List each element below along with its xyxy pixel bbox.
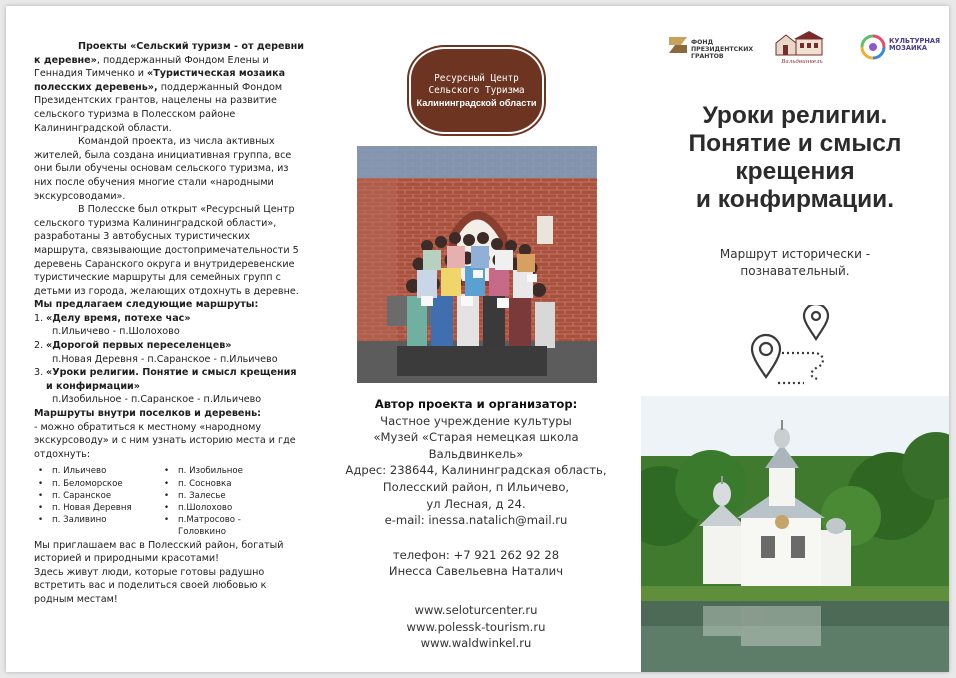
village-item: • п. Залесье — [164, 490, 284, 502]
village-item: • п. Беломорское — [38, 478, 164, 490]
spacer — [326, 529, 626, 547]
logo-text: МОЗАИКА — [889, 44, 927, 53]
church-photo — [641, 396, 949, 672]
left-panel — [34, 40, 306, 607]
route-name: «Дорогой первых переселенцев» — [46, 340, 232, 352]
logo-text: ФОНД — [691, 39, 714, 46]
logo-text: ПРЕЗИДЕНТСКИХ — [691, 46, 754, 54]
logo-text: Вальдвинкель — [781, 59, 823, 65]
title-line: и конфирмации. — [695, 186, 895, 213]
website-link[interactable]: www.seloturcenter.ru — [414, 602, 538, 617]
routes-title: Мы предлагаем следующие маршруты: — [34, 299, 259, 311]
waldwinkel-museum-logo — [772, 29, 832, 71]
address-line: ул Лесная, д 24. — [426, 496, 526, 511]
title-line: Понятие и смысл — [688, 130, 902, 157]
presidential-grants-logo — [667, 33, 759, 65]
route-map-pins-icon — [748, 305, 838, 387]
intro-text-2: поддержанный Фондом Президентских грантов, нацелены на развитие сельского туризма в Полесском районе Калининградской области. — [34, 81, 283, 134]
logo-line: Ресурсный Центр — [434, 72, 519, 84]
intro-text-1: , поддержанный Фондом Елены и Геннадия Тимченко и — [34, 54, 269, 80]
contact-person: Инесса Савельевна Наталич — [388, 564, 564, 579]
address-line: Полесский район, п Ильичево, — [382, 479, 570, 494]
center-paragraph: В Полесске был открыт «Ресурсный Центр сельского туризма Калининградской области», разработаны 3 автобусных туристических маршрута, связывающие достопримечательности 5 деревень Саранского округа и внутридеревенские туристические маршруты для семейных групп с детьми из города, желающих отдохнуть в деревне. — [34, 204, 299, 297]
route-number: 1. — [34, 312, 44, 324]
village-item: • п. Саранское — [38, 490, 164, 502]
author-line: Вальдвинкель» — [428, 446, 524, 461]
subtitle-line: Маршрут исторически - — [719, 247, 871, 261]
inside-routes-text: - можно обратиться к местному «народному экскурсоводу» и с ним узнать историю места и где отдохнуть: — [34, 421, 296, 460]
school-building-icon — [772, 29, 832, 59]
brochure-title — [660, 102, 930, 214]
route-name: «Делу время, потехе час» — [46, 312, 191, 324]
spacer — [326, 580, 626, 602]
logo-line: Сельского Туризма — [428, 84, 525, 96]
intro-paragraph — [34, 40, 306, 135]
subtitle-line: познавательный. — [740, 264, 850, 278]
village-item: • п.Шолохово — [164, 502, 284, 514]
route-path: п.Новая Деревня - п.Саранское - п.Ильичево — [52, 353, 278, 365]
logo-text: КУЛЬТУРНАЯ — [889, 37, 941, 45]
email-line[interactable]: e-mail: inessa.natalich@mail.ru — [384, 513, 568, 528]
mosaic-ring-icon — [860, 34, 886, 60]
logo-line: Калининградской области — [416, 97, 537, 108]
fpg-mark-icon — [667, 35, 689, 55]
route-path: п.Изобильное - п.Саранское - п.Ильичево — [52, 394, 262, 406]
logo-text: ГРАНТОВ — [691, 53, 724, 61]
website-link[interactable]: www.polessk-tourism.ru — [406, 619, 546, 634]
route-item — [34, 366, 306, 407]
title-line: Уроки религии. — [702, 102, 888, 129]
village-item: • п. Сосновка — [164, 478, 284, 490]
route-number: 3. — [34, 367, 44, 379]
village-item: • п. Изобильное — [164, 465, 284, 477]
route-item — [34, 339, 306, 366]
brochure-subtitle — [660, 246, 930, 280]
villages-list — [34, 465, 306, 538]
author-line: «Музей «Старая немецкая школа — [373, 430, 579, 445]
author-block — [326, 396, 626, 652]
cultural-mosaic-logo — [860, 34, 950, 66]
route-path: п.Ильичево - п.Шолохово — [52, 326, 180, 338]
address-line: Адрес: 238644, Калининградская область, — [345, 463, 607, 478]
village-item: • п. Новая Деревня — [38, 502, 164, 514]
village-item: • п. Ильичево — [38, 465, 164, 477]
route-name: «Уроки религии. Понятие и смысл крещения и конфирмации» — [46, 367, 297, 392]
team-paragraph: Командой проекта, из числа активных жителей, была создана инициативная группа, все они были обучены основам сельского туризма, из них после обучения многие стали «народными экскурсоводами». — [34, 136, 292, 202]
invitation-text: Мы приглашаем вас в Полесский район, богатый историей и природными красотами! — [34, 539, 284, 565]
village-item: • п.Матросово - Головкино — [164, 514, 284, 538]
project-title-1: Проекты «Сельский туризм - от деревни к деревне» — [34, 41, 304, 66]
author-title: Автор проекта и организатор: — [374, 397, 578, 411]
group-photo — [357, 146, 597, 383]
phone-line: телефон: +7 921 262 92 28 — [392, 547, 560, 562]
inside-routes-title: Маршруты внутри поселков и деревень: — [34, 408, 261, 420]
author-line: Частное учреждение культуры — [380, 413, 572, 428]
title-line: крещения — [735, 158, 855, 185]
route-item — [34, 312, 306, 339]
project-title-2: «Туристическая мозаика полесских деревень», — [34, 68, 286, 93]
website-link[interactable]: www.waldwinkel.ru — [420, 636, 532, 651]
route-number: 2. — [34, 340, 44, 352]
village-item: • п. Заливино — [38, 514, 164, 538]
welcome-text: Здесь живут люди, которые готовы радушно встретить вас и поделиться своей любовью к родным местам! — [34, 566, 267, 605]
resource-center-logo — [409, 47, 544, 134]
routes-list — [34, 312, 306, 407]
